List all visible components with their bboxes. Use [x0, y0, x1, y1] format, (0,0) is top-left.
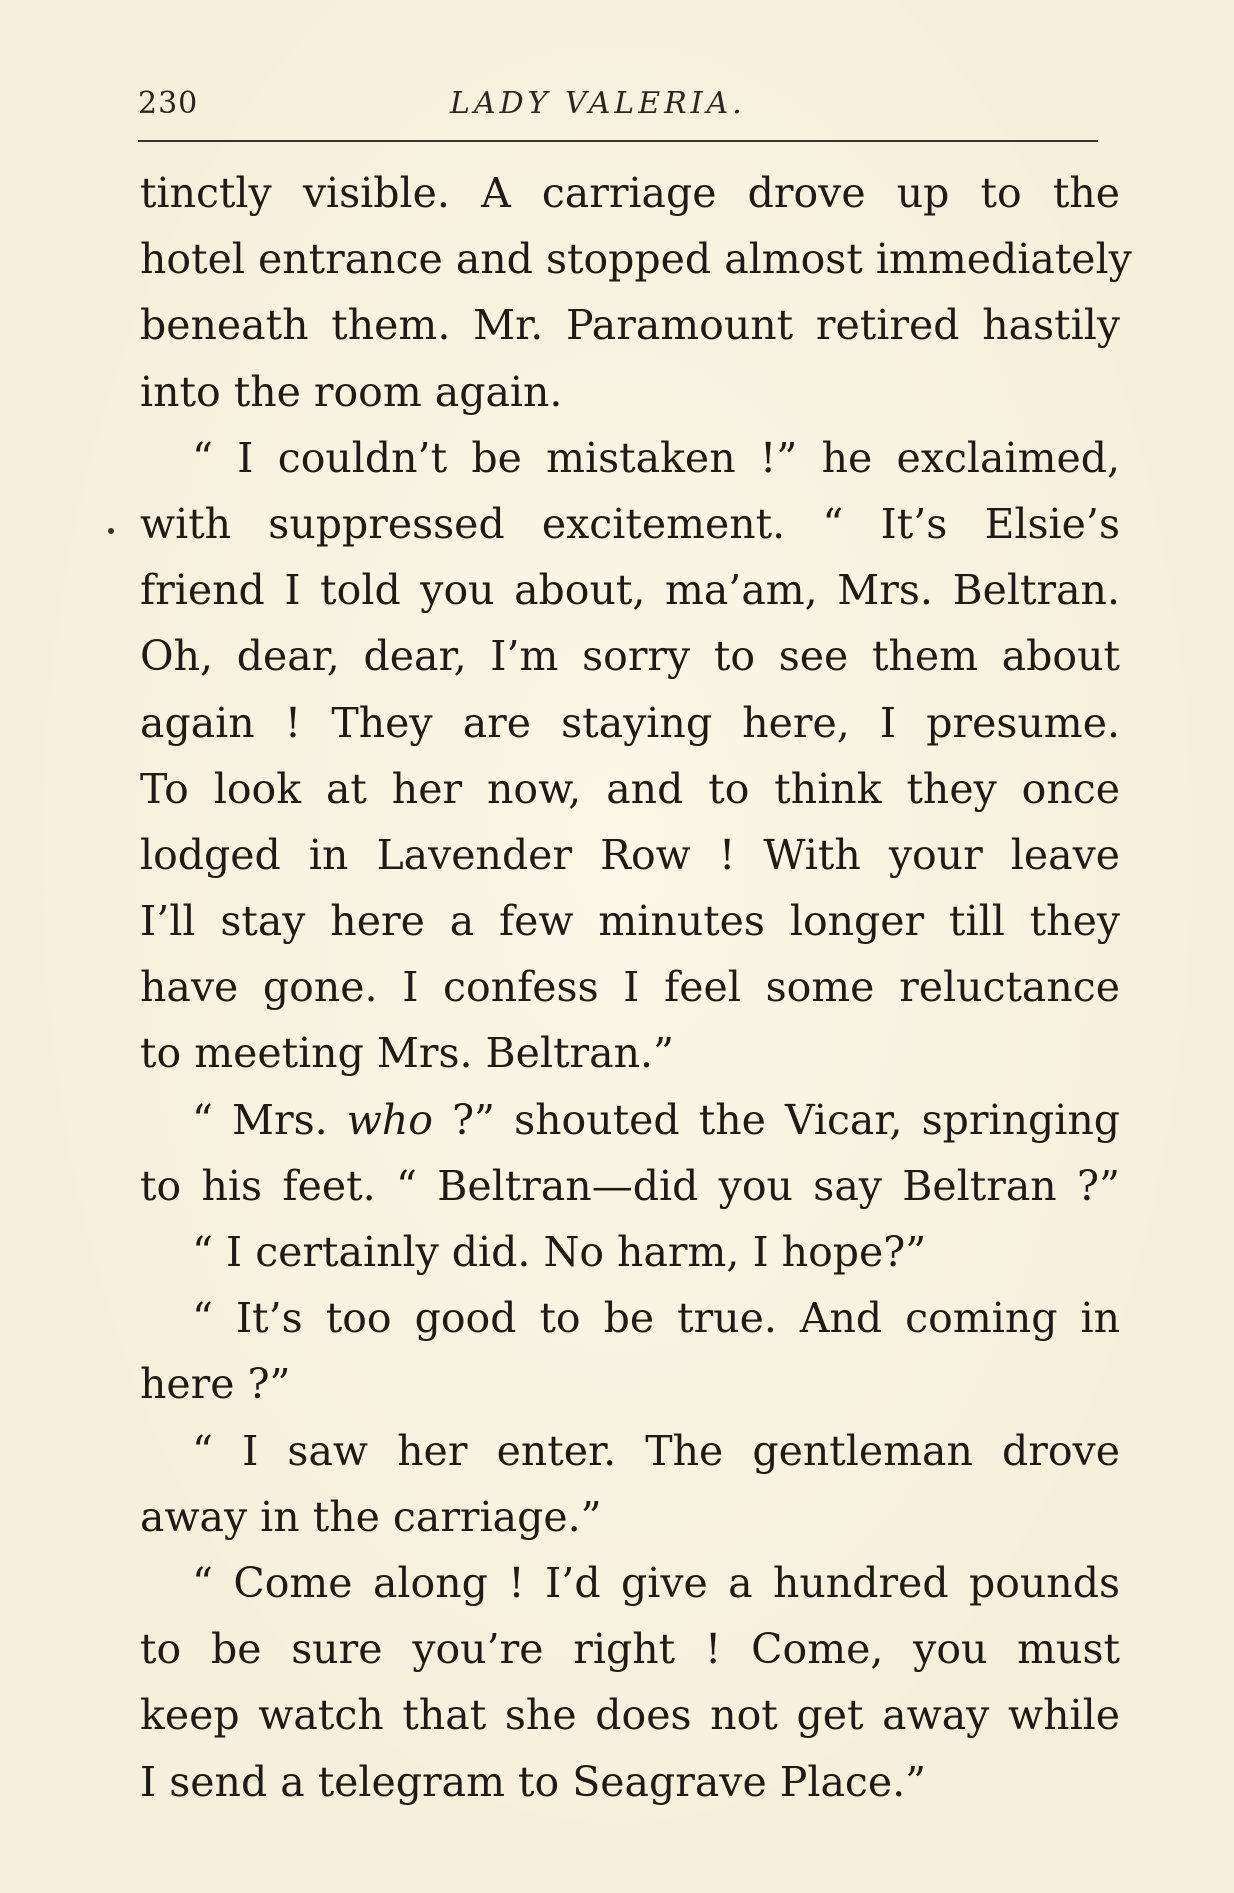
text-line: with suppressed excitement. “ It’s Elsie’s — [140, 499, 1120, 548]
text-line: “ I saw her enter. The gentleman drove — [192, 1426, 1120, 1475]
text-line: into the room again. — [140, 367, 563, 416]
text-line: to be sure you’re right ! Come, you must — [140, 1625, 1120, 1674]
text-line: “ Come along ! I’d give a hundred pounds — [192, 1558, 1120, 1607]
emphasis-who: who — [346, 1095, 433, 1144]
text-line: Oh, dear, dear, I’m sorry to see them about — [140, 632, 1120, 681]
text-line: I send a telegram to Seagrave Place.” — [140, 1757, 927, 1806]
text-line: “ I certainly did. No harm, I hope?” — [192, 1228, 927, 1276]
text-line: “ I couldn’t be mistaken !” he exclaimed, — [192, 433, 1120, 482]
text-line: tinctly visible. A carriage drove up to the — [140, 169, 1120, 217]
text-line: to meeting Mrs. Beltran.” — [140, 1029, 674, 1078]
running-title: LADY VALERIA. — [450, 86, 746, 121]
text-line: beneath them. Mr. Paramount retired hastily — [140, 301, 1120, 350]
text-line: friend I told you about, ma’am, Mrs. Beltran. — [140, 566, 1120, 615]
header-rule — [138, 140, 1098, 142]
text-line: to his feet. “ Beltran—did you say Beltran ?” — [140, 1161, 1120, 1210]
text-line: I’ll stay here a few minutes longer till they — [140, 897, 1120, 946]
text-line: keep watch that she does not get away while — [140, 1691, 1120, 1740]
text-line: away in the carriage.” — [140, 1492, 602, 1541]
text-line: here ?” — [140, 1360, 291, 1409]
text-line: have gone. I confess I feel some reluctance — [140, 963, 1120, 1012]
text-line: To look at her now, and to think they once — [140, 764, 1120, 813]
page-header — [138, 80, 1098, 136]
text-line: “ Mrs. who ?” shouted the Vicar, springing — [192, 1095, 1120, 1144]
text-line: again ! They are staying here, I presume. — [140, 698, 1120, 747]
page-number: 230 — [138, 86, 199, 121]
body-text — [140, 160, 1132, 1815]
text-line: “ It’s too good to be true. And coming in — [192, 1294, 1120, 1343]
text-line: lodged in Lavender Row ! With your leave — [140, 830, 1120, 879]
text-line: hotel entrance and stopped almost immediately — [140, 235, 1132, 284]
margin-speck — [108, 528, 114, 534]
